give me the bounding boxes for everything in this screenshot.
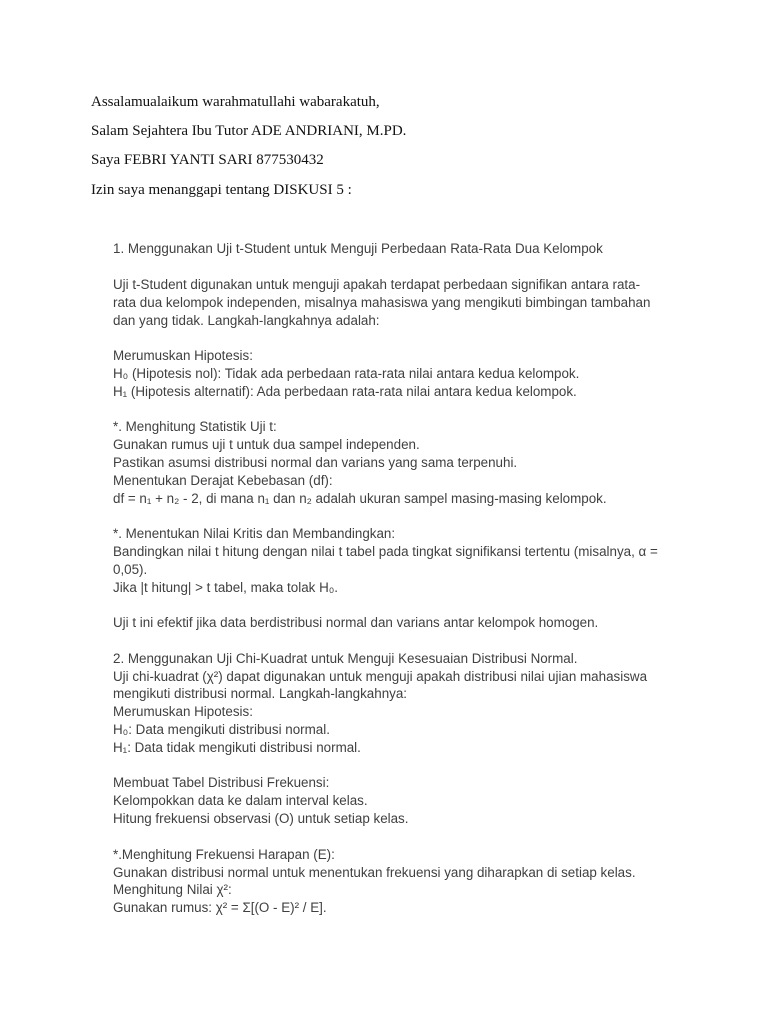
- section-1-heading: 1. Menggunakan Uji t-Student untuk Menguji Perbedaan Rata-Rata Dua Kelompok: [113, 241, 603, 256]
- paragraph-line: H₁: Data tidak mengikuti distribusi normal.: [113, 740, 361, 755]
- paragraph-line: Jika |t hitung| > t tabel, maka tolak H₀.: [113, 580, 339, 595]
- paragraph-line: H₁ (Hipotesis alternatif): Ada perbedaan rata-rata nilai antara kedua kelompok.: [113, 384, 577, 399]
- paragraph-line: Gunakan rumus: χ² = Σ[(O - E)² / E].: [113, 900, 327, 915]
- paragraph-line: Gunakan distribusi normal untuk menentukan frekuensi yang diharapkan di setiap kelas.: [113, 865, 636, 880]
- paragraph-line: Menentukan Derajat Kebebasan (df):: [113, 473, 333, 488]
- paragraph-line: dan yang tidak. Langkah-langkahnya adalah:: [113, 313, 380, 328]
- paragraph-line: Uji t-Student digunakan untuk menguji apakah terdapat perbedaan signifikan antara rata-: [113, 277, 641, 292]
- salutation-line: Salam Sejahtera Ibu Tutor ADE ANDRIANI, M.PD.: [91, 123, 407, 139]
- paragraph-line: H₀ (Hipotesis nol): Tidak ada perbedaan rata-rata nilai antara kedua kelompok.: [113, 366, 580, 381]
- subheading: Membuat Tabel Distribusi Frekuensi:: [113, 775, 330, 790]
- subheading: *. Menghitung Statistik Uji t:: [113, 419, 277, 434]
- section-2-heading: 2. Menggunakan Uji Chi-Kuadrat untuk Menguji Kesesuaian Distribusi Normal.: [113, 651, 578, 666]
- intro-line: Izin saya menanggapi tentang DISKUSI 5 :: [91, 182, 352, 198]
- paragraph-line: mengikuti distribusi normal. Langkah-langkahnya:: [113, 686, 408, 701]
- subheading: Merumuskan Hipotesis:: [113, 704, 253, 719]
- paragraph-line: df = n₁ + n₂ - 2, di mana n₁ dan n₂ adalah ukuran sampel masing-masing kelompok.: [113, 491, 607, 506]
- subheading: *. Menentukan Nilai Kritis dan Membandingkan:: [113, 526, 396, 541]
- subheading: *.Menghitung Frekuensi Harapan (E):: [113, 847, 335, 862]
- paragraph-line: Pastikan asumsi distribusi normal dan varians yang sama terpenuhi.: [113, 455, 518, 470]
- paragraph-line: rata dua kelompok independen, misalnya mahasiswa yang mengikuti bimbingan tambahan: [113, 295, 651, 310]
- greeting-line: Assalamualaikum warahmatullahi wabarakatuh,: [91, 94, 380, 110]
- paragraph-line: Menghitung Nilai χ²:: [113, 882, 232, 897]
- paragraph-line: Uji chi-kuadrat (χ²) dapat digunakan untuk menguji apakah distribusi nilai ujian mahasiswa: [113, 669, 648, 684]
- paragraph-line: Uji t ini efektif jika data berdistribusi normal dan varians antar kelompok homogen.: [113, 615, 599, 630]
- paragraph-line: Bandingkan nilai t hitung dengan nilai t tabel pada tingkat signifikansi tertentu (misalnya, α =: [113, 544, 658, 559]
- subheading: Merumuskan Hipotesis:: [113, 348, 253, 363]
- identity-line: Saya FEBRI YANTI SARI 877530432: [91, 152, 324, 168]
- paragraph-line: Kelompokkan data ke dalam interval kelas.: [113, 793, 368, 808]
- paragraph-line: Gunakan rumus uji t untuk dua sampel independen.: [113, 437, 420, 452]
- paragraph-line: 0,05).: [113, 562, 148, 577]
- paragraph-line: Hitung frekuensi observasi (O) untuk setiap kelas.: [113, 811, 409, 826]
- paragraph-line: H₀: Data mengikuti distribusi normal.: [113, 722, 330, 737]
